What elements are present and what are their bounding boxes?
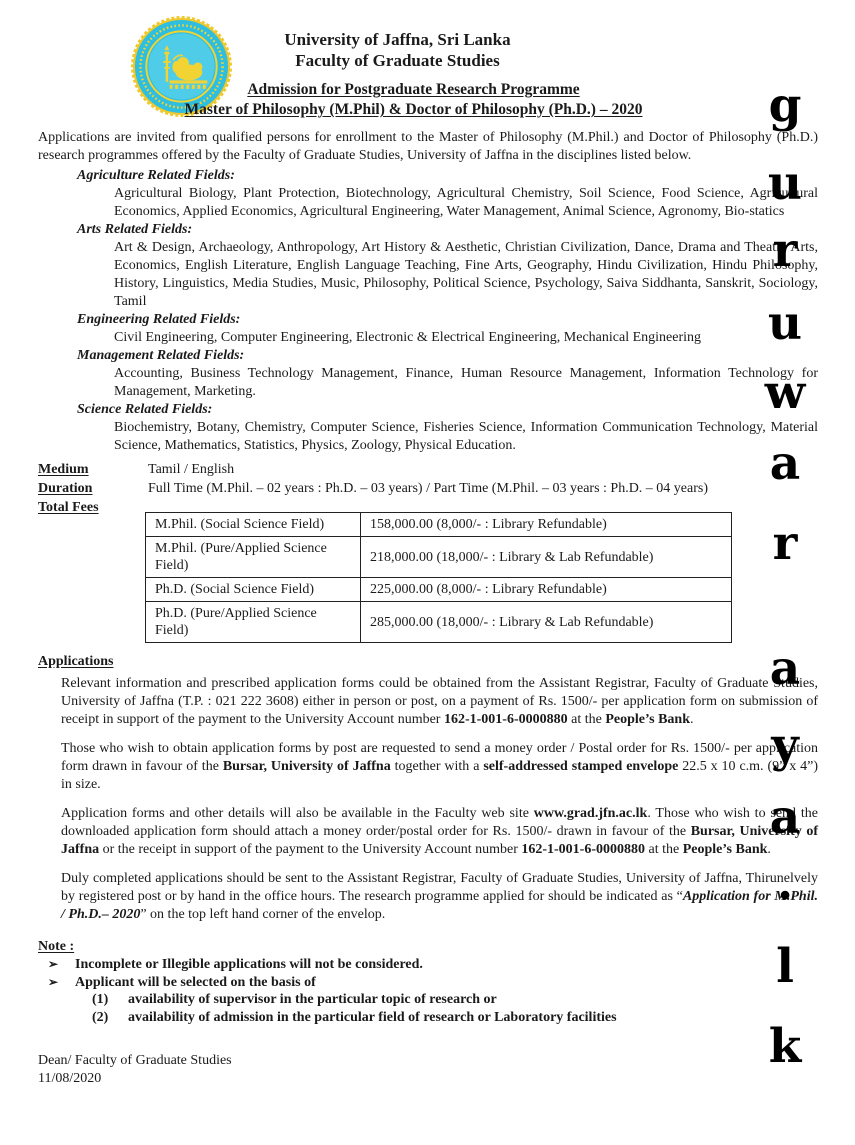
field-section-science: [0, 401, 855, 455]
total-fees-label: Total Fees: [38, 500, 99, 515]
field-items: Civil Engineering, Computer Engineering, Electronic & Electrical Engineering, Mechanical Engineering: [114, 330, 702, 345]
fee-programme: Ph.D. (Pure/Applied Science Field): [146, 602, 361, 643]
dean-signature: Dean/ Faculty of Graduate Studies: [38, 1053, 232, 1068]
applications-paragraph-1: Relevant information and prescribed application forms could be obtained from the Assistant Registrar, Faculty of Graduate Studies, University of Jaffna (T.P. : 021 222 3608) either in person or post, on a payment of Rs. 1500/- per application form on submission of receipt in support of the payment to the University Account number 162-1-001-6-0000880 at the People’s Bank.: [61, 676, 818, 727]
note-subitem-2: [92, 1009, 818, 1027]
note-bullet-text: Applicant will be selected on the basis of: [75, 974, 316, 990]
field-items: Art & Design, Archaeology, Anthropology, Art History & Aesthetic, Christian Civilization, Dance, Drama and Theatre Arts, Economics, English Literature, English Language Teaching, Fine Arts, Geography, Hindu Civilization, Hindu Philosophy, History, Linguistics, Media Studies, Music, Philosophy, Political Science, Psychology, Saiva Siddhanta, Sanskrit, Sociology, Tamil: [114, 240, 818, 309]
fee-amount: 158,000.00 (8,000/- : Library Refundable): [361, 513, 732, 537]
applications-heading: Applications: [38, 654, 114, 669]
fee-amount: 225,000.00 (8,000/- : Library Refundable): [361, 578, 732, 602]
subitem-number: (2): [92, 1009, 109, 1025]
watermark-letter: a: [769, 435, 801, 491]
medium-value: Tamil / English: [148, 462, 235, 477]
fee-programme: M.Phil. (Pure/Applied Science Field): [146, 537, 361, 578]
field-items: Accounting, Business Technology Management, Finance, Human Resource Management, Information Technology for Management, Marketing.: [114, 366, 818, 399]
medium-row: [38, 460, 818, 479]
signature-block: [38, 1052, 855, 1088]
arrow-bullet-icon: ➢: [48, 974, 59, 989]
field-items: Agricultural Biology, Plant Protection, Biotechnology, Agricultural Chemistry, Soil Science, Food Science, Agricultural Economics, Applied Economics, Agricultural Engineering, Water Management, Animal Science, Agronomy, Bio-statics: [114, 186, 818, 219]
watermark-letter: u: [767, 155, 803, 211]
fee-amount: 218,000.00 (18,000/- : Library & Lab Refundable): [361, 537, 732, 578]
document-header: [0, 0, 855, 120]
applications-paragraph-4: Duly completed applications should be sent to the Assistant Registrar, Faculty of Graduate Studies, University of Jaffna, Thirunelvely by registered post or by hand in the office hours. The research programme applied for should be indicated as “Application for M.Phil. / Ph.D.– 2020” on the top left hand corner of the envelop.: [61, 871, 818, 922]
discipline-fields: [0, 167, 855, 455]
watermark-letter: w: [764, 364, 806, 420]
admission-title-line2: Master of Philosophy (M.Phil) & Doctor of Philosophy (Ph.D.) – 2020: [184, 101, 643, 118]
watermark-letter: l: [776, 938, 794, 994]
total-fees-row: [38, 498, 855, 643]
fee-programme: M.Phil. (Social Science Field): [146, 513, 361, 537]
medium-label: Medium: [38, 462, 89, 477]
field-label: Arts Related Fields:: [77, 222, 193, 237]
fee-row: [146, 602, 732, 643]
fee-row: [146, 578, 732, 602]
watermark-letter: u: [767, 295, 803, 351]
watermark-letter: a: [769, 640, 801, 696]
note-subitem-1: [92, 991, 818, 1009]
university-name: University of Jaffna, Sri Lanka: [284, 30, 511, 49]
field-section-management: [0, 347, 855, 401]
arrow-bullet-icon: ➢: [48, 957, 59, 971]
notice-date: 11/08/2020: [38, 1071, 102, 1086]
duration-row: [38, 479, 818, 498]
applications-paragraph-2: Those who wish to obtain application forms by post are requested to send a money order / Postal order for Rs. 1500/- per application form drawn in favour of the Bursar, University of Jaffna together with a self-addressed stamped envelope 22.5 x 10 c.m. (9” x 4”) in size.: [61, 741, 819, 792]
duration-value: Full Time (M.Phil. – 02 years : Ph.D. – 03 years) / Part Time (M.Phil. – 03 years : Ph.D. – 04 years): [148, 481, 709, 496]
field-section-agriculture: [0, 167, 855, 221]
fees-table: [145, 512, 732, 643]
watermark-letter: g: [768, 77, 802, 133]
watermark-letter: a: [769, 789, 801, 845]
watermark-letter: r: [772, 222, 798, 278]
watermark-letter: y: [771, 717, 799, 773]
watermark-letter: .: [776, 855, 794, 911]
fee-programme: Ph.D. (Social Science Field): [146, 578, 361, 602]
subitem-number: (1): [92, 992, 109, 1007]
field-label: Science Related Fields:: [77, 402, 213, 417]
field-items: Biochemistry, Botany, Chemistry, Computer Science, Fisheries Science, Information Communication Technology, Material Science, Mathematics, Statistics, Physics, Zoology, Physical Education.: [114, 420, 818, 453]
fee-amount: 285,000.00 (18,000/- : Library & Lab Refundable): [361, 602, 732, 643]
note-bullet-2: [48, 974, 818, 992]
watermark-letter: r: [772, 515, 798, 571]
field-label: Management Related Fields:: [77, 348, 245, 363]
subitem-text: availability of supervisor in the particular topic of research or: [128, 992, 497, 1007]
fee-row: [146, 513, 732, 537]
subitem-text: availability of admission in the particular field of research or Laboratory facilities: [128, 1009, 617, 1025]
field-label: Agriculture Related Fields:: [77, 168, 235, 183]
faculty-name: Faculty of Graduate Studies: [295, 51, 500, 70]
admission-title-line1: Admission for Postgraduate Research Programme: [247, 81, 580, 98]
watermark-letter: k: [768, 1018, 802, 1074]
note-heading: Note :: [38, 939, 75, 954]
note-bullet-text: Incomplete or Illegible applications will not be considered.: [75, 957, 423, 972]
field-section-engineering: [0, 311, 855, 347]
note-bullet-1: [48, 956, 818, 974]
fee-row: [146, 537, 732, 578]
intro-paragraph: Applications are invited from qualified persons for enrollment to the Master of Philosophy (M.Phil.) and Doctor of Philosophy (Ph.D.) research programmes offered by the Faculty of Graduate Studies, University of Jaffna in the disciplines listed below.: [38, 130, 818, 163]
field-label: Engineering Related Fields:: [77, 312, 241, 327]
duration-label: Duration: [38, 481, 93, 496]
applications-paragraph-3: Application forms and other details will also be available in the Faculty web site www.grad.jfn.ac.lk. Those who wish to send the downloaded application form should attach a money order/postal order for Rs. 1500/- drawn in favour of the Bursar, University of Jaffna or the receipt in support of the payment to the University Account number 162-1-001-6-0000880 at the People’s Bank.: [61, 806, 818, 857]
field-section-arts: [0, 221, 855, 311]
